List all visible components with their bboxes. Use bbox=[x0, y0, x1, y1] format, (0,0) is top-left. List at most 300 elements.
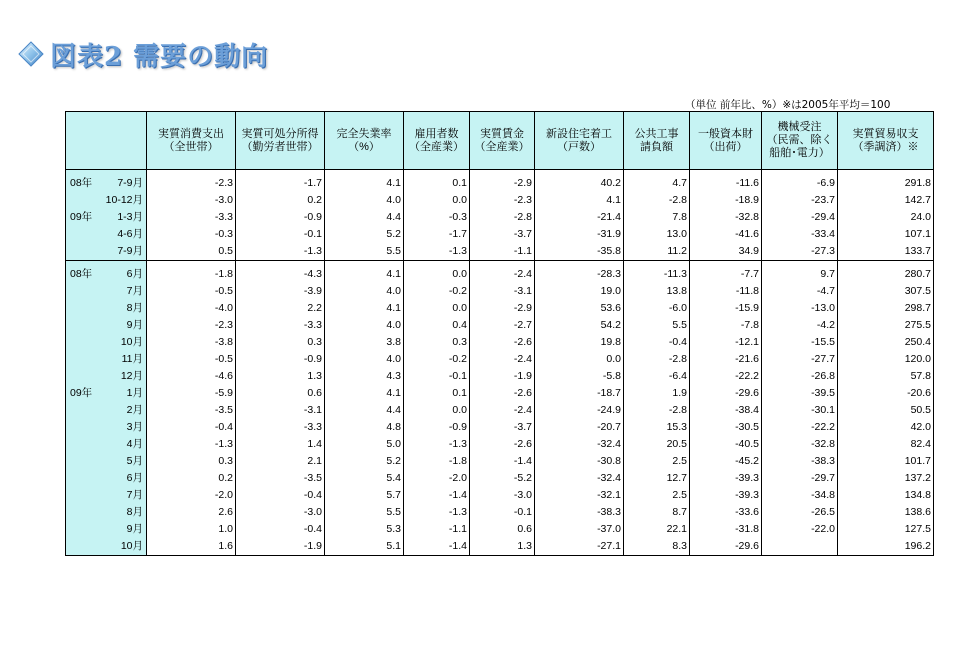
table-cell: 4.4 bbox=[325, 209, 404, 226]
row-year: 09年 bbox=[70, 211, 93, 223]
column-header: 完全失業率 （%） bbox=[325, 112, 404, 170]
table-cell: -5.8 bbox=[535, 368, 624, 385]
table-cell: -6.9 bbox=[762, 175, 838, 192]
diamond-icon bbox=[18, 41, 44, 67]
row-period: 6月 bbox=[126, 268, 143, 280]
table-cell: -2.3 bbox=[147, 317, 236, 334]
table-cell: -0.2 bbox=[404, 283, 470, 300]
table-cell: 120.0 bbox=[838, 351, 934, 368]
table-cell: 4.7 bbox=[624, 175, 690, 192]
table-cell: 4.1 bbox=[325, 175, 404, 192]
row-period: 1-3月 bbox=[117, 211, 143, 223]
table-cell: 5.4 bbox=[325, 470, 404, 487]
table-cell: 1.9 bbox=[624, 385, 690, 402]
row-label bbox=[66, 419, 147, 436]
table-cell: 2.5 bbox=[624, 453, 690, 470]
table-cell: -29.6 bbox=[690, 385, 762, 402]
month-row bbox=[66, 300, 934, 317]
row-label bbox=[66, 470, 147, 487]
table-cell: 2.6 bbox=[147, 504, 236, 521]
table-cell: -3.5 bbox=[236, 470, 325, 487]
table-cell: -3.7 bbox=[470, 226, 535, 243]
table-cell: -1.9 bbox=[236, 538, 325, 556]
table-cell: -26.8 bbox=[762, 368, 838, 385]
table-cell: 5.0 bbox=[325, 436, 404, 453]
table-cell: 3.8 bbox=[325, 334, 404, 351]
demand-table bbox=[65, 111, 934, 556]
row-period: 12月 bbox=[120, 370, 143, 382]
table-cell: 0.5 bbox=[147, 243, 236, 261]
table-cell: -3.1 bbox=[236, 402, 325, 419]
table-cell: -2.7 bbox=[470, 317, 535, 334]
row-period: 1月 bbox=[126, 387, 143, 399]
row-year: 08年 bbox=[70, 268, 93, 280]
table-cell: 4.1 bbox=[325, 385, 404, 402]
row-period: 10月 bbox=[120, 336, 143, 348]
table-cell: -34.8 bbox=[762, 487, 838, 504]
table-cell: 9.7 bbox=[762, 266, 838, 283]
month-row bbox=[66, 402, 934, 419]
row-year: 08年 bbox=[70, 177, 93, 189]
table-cell: 1.3 bbox=[236, 368, 325, 385]
row-label bbox=[66, 504, 147, 521]
table-cell: -2.4 bbox=[470, 402, 535, 419]
table-cell: 8.3 bbox=[624, 538, 690, 556]
table-cell bbox=[762, 538, 838, 556]
table-cell: 15.3 bbox=[624, 419, 690, 436]
month-row bbox=[66, 266, 934, 283]
month-row bbox=[66, 453, 934, 470]
table-cell: 8.7 bbox=[624, 504, 690, 521]
row-label bbox=[66, 487, 147, 504]
table-cell: -27.3 bbox=[762, 243, 838, 261]
row-label bbox=[66, 266, 147, 283]
table-cell: -18.7 bbox=[535, 385, 624, 402]
row-period: 3月 bbox=[126, 421, 143, 433]
table-cell: -0.9 bbox=[236, 351, 325, 368]
table-cell: -0.3 bbox=[147, 226, 236, 243]
table-cell: -3.0 bbox=[236, 504, 325, 521]
table-cell: 5.2 bbox=[325, 453, 404, 470]
table-cell: -0.1 bbox=[404, 368, 470, 385]
month-row bbox=[66, 504, 934, 521]
table-cell: 137.2 bbox=[838, 470, 934, 487]
table-cell: 34.9 bbox=[690, 243, 762, 261]
table-cell: 57.8 bbox=[838, 368, 934, 385]
table-cell: -0.9 bbox=[404, 419, 470, 436]
row-period: 7月 bbox=[126, 285, 143, 297]
table-cell: 54.2 bbox=[535, 317, 624, 334]
month-row bbox=[66, 283, 934, 300]
table-cell: 4.0 bbox=[325, 317, 404, 334]
month-row bbox=[66, 538, 934, 556]
row-year: 09年 bbox=[70, 387, 93, 399]
quarter-row bbox=[66, 175, 934, 192]
row-period: 10月 bbox=[120, 540, 143, 552]
table-cell: -3.0 bbox=[147, 192, 236, 209]
table-cell: -1.1 bbox=[470, 243, 535, 261]
table-cell: 4.0 bbox=[325, 283, 404, 300]
table-cell: -0.4 bbox=[236, 487, 325, 504]
table-cell: 127.5 bbox=[838, 521, 934, 538]
month-row bbox=[66, 487, 934, 504]
table-cell: 298.7 bbox=[838, 300, 934, 317]
column-header: 実質賃金 （全産業） bbox=[470, 112, 535, 170]
table-cell: -1.4 bbox=[404, 538, 470, 556]
row-label bbox=[66, 436, 147, 453]
header-corner bbox=[66, 112, 147, 170]
table-cell: -2.3 bbox=[470, 192, 535, 209]
row-period: 11月 bbox=[121, 353, 143, 365]
table-cell: -2.8 bbox=[624, 192, 690, 209]
table-cell: -38.3 bbox=[762, 453, 838, 470]
table-cell: 0.6 bbox=[470, 521, 535, 538]
month-row bbox=[66, 317, 934, 334]
table-cell: -6.4 bbox=[624, 368, 690, 385]
table-cell: -39.3 bbox=[690, 470, 762, 487]
table-cell: -3.7 bbox=[470, 419, 535, 436]
table-cell: -32.1 bbox=[535, 487, 624, 504]
table-cell: -22.0 bbox=[762, 521, 838, 538]
table-cell: -40.5 bbox=[690, 436, 762, 453]
month-row bbox=[66, 419, 934, 436]
table-cell: -1.8 bbox=[147, 266, 236, 283]
table-cell: -3.3 bbox=[236, 419, 325, 436]
row-label bbox=[66, 368, 147, 385]
table-cell: 142.7 bbox=[838, 192, 934, 209]
month-row bbox=[66, 351, 934, 368]
row-label bbox=[66, 402, 147, 419]
table-cell: -15.5 bbox=[762, 334, 838, 351]
table-cell: 1.4 bbox=[236, 436, 325, 453]
table-cell: 0.3 bbox=[147, 453, 236, 470]
table-cell: 196.2 bbox=[838, 538, 934, 556]
table-cell: -2.3 bbox=[147, 175, 236, 192]
column-header: 雇用者数 （全産業） bbox=[404, 112, 470, 170]
table-cell: 138.6 bbox=[838, 504, 934, 521]
table-cell: 2.5 bbox=[624, 487, 690, 504]
row-label bbox=[66, 175, 147, 192]
month-row bbox=[66, 521, 934, 538]
table-cell: 5.1 bbox=[325, 538, 404, 556]
table-cell: 107.1 bbox=[838, 226, 934, 243]
unit-note: （単位 前年比、%）※は2005年平均＝100 bbox=[685, 99, 891, 111]
table-cell: -0.4 bbox=[147, 419, 236, 436]
table-cell: 53.6 bbox=[535, 300, 624, 317]
table-cell: -4.7 bbox=[762, 283, 838, 300]
table-cell: 2.1 bbox=[236, 453, 325, 470]
table-cell: 4.8 bbox=[325, 419, 404, 436]
row-label bbox=[66, 334, 147, 351]
table-cell: -31.8 bbox=[690, 521, 762, 538]
row-period: 8月 bbox=[126, 506, 143, 518]
table-cell: -3.3 bbox=[147, 209, 236, 226]
quarter-row bbox=[66, 243, 934, 261]
table-cell: 0.2 bbox=[236, 192, 325, 209]
table-cell: -13.0 bbox=[762, 300, 838, 317]
table-cell: -11.6 bbox=[690, 175, 762, 192]
table-cell: 1.0 bbox=[147, 521, 236, 538]
table-cell: -1.8 bbox=[404, 453, 470, 470]
table-cell: 20.5 bbox=[624, 436, 690, 453]
row-label bbox=[66, 209, 147, 226]
table-cell: -24.9 bbox=[535, 402, 624, 419]
table-cell: -2.4 bbox=[470, 351, 535, 368]
table-cell: -30.1 bbox=[762, 402, 838, 419]
quarter-row bbox=[66, 209, 934, 226]
table-cell: -31.9 bbox=[535, 226, 624, 243]
table-cell: 5.3 bbox=[325, 521, 404, 538]
table-cell: 133.7 bbox=[838, 243, 934, 261]
table-cell: -23.7 bbox=[762, 192, 838, 209]
table-cell: 0.1 bbox=[404, 385, 470, 402]
row-period: 7月 bbox=[126, 489, 143, 501]
row-label bbox=[66, 243, 147, 261]
table-cell: 12.7 bbox=[624, 470, 690, 487]
row-label bbox=[66, 521, 147, 538]
quarter-row bbox=[66, 192, 934, 209]
table-cell: -7.8 bbox=[690, 317, 762, 334]
row-period: 2月 bbox=[126, 404, 143, 416]
row-period: 7-9月 bbox=[117, 245, 143, 257]
row-label bbox=[66, 453, 147, 470]
table-cell: 22.1 bbox=[624, 521, 690, 538]
row-period: 9月 bbox=[126, 319, 143, 331]
month-row bbox=[66, 436, 934, 453]
month-row bbox=[66, 334, 934, 351]
table-cell: 0.0 bbox=[404, 402, 470, 419]
table-cell: -18.9 bbox=[690, 192, 762, 209]
row-period: 4-6月 bbox=[117, 228, 143, 240]
month-row bbox=[66, 385, 934, 402]
row-period: 5月 bbox=[126, 455, 143, 467]
table-cell: -21.4 bbox=[535, 209, 624, 226]
table-cell: -27.7 bbox=[762, 351, 838, 368]
table-cell: -30.5 bbox=[690, 419, 762, 436]
row-period: 10-12月 bbox=[105, 194, 143, 206]
table-cell: -38.4 bbox=[690, 402, 762, 419]
table-cell: 4.1 bbox=[325, 300, 404, 317]
table-cell: -21.6 bbox=[690, 351, 762, 368]
table-cell: 1.3 bbox=[470, 538, 535, 556]
month-row bbox=[66, 368, 934, 385]
table-cell: 11.2 bbox=[624, 243, 690, 261]
quarter-row bbox=[66, 226, 934, 243]
table-cell: -39.3 bbox=[690, 487, 762, 504]
table-cell: 13.0 bbox=[624, 226, 690, 243]
row-period: 4月 bbox=[126, 438, 143, 450]
row-period: 7-9月 bbox=[117, 177, 143, 189]
table-cell: -30.8 bbox=[535, 453, 624, 470]
table-cell: 0.3 bbox=[404, 334, 470, 351]
table-cell: 101.7 bbox=[838, 453, 934, 470]
table-cell: 134.8 bbox=[838, 487, 934, 504]
table-cell: -2.0 bbox=[147, 487, 236, 504]
table-cell: 4.1 bbox=[535, 192, 624, 209]
row-label bbox=[66, 538, 147, 556]
table-cell: -1.3 bbox=[147, 436, 236, 453]
row-period: 8月 bbox=[126, 302, 143, 314]
table-cell: -0.4 bbox=[236, 521, 325, 538]
table-cell: -33.6 bbox=[690, 504, 762, 521]
table-cell: -3.5 bbox=[147, 402, 236, 419]
table-cell: -26.5 bbox=[762, 504, 838, 521]
table-cell: -2.8 bbox=[624, 402, 690, 419]
table-cell: -11.3 bbox=[624, 266, 690, 283]
page-title: 図表2 需要の動向 bbox=[50, 41, 269, 72]
table-cell: 0.2 bbox=[147, 470, 236, 487]
table-cell: -1.7 bbox=[404, 226, 470, 243]
table-cell: 4.4 bbox=[325, 402, 404, 419]
table-cell: -5.9 bbox=[147, 385, 236, 402]
table-cell: 5.5 bbox=[624, 317, 690, 334]
table-cell: -0.2 bbox=[404, 351, 470, 368]
table-cell: 5.7 bbox=[325, 487, 404, 504]
column-header: 機械受注 （民需、除く船舶･電力） bbox=[762, 112, 838, 170]
column-header: 実質貿易収支 （季調済）※ bbox=[838, 112, 934, 170]
table-cell: -1.3 bbox=[404, 436, 470, 453]
column-header: 新設住宅着工 （戸数） bbox=[535, 112, 624, 170]
table-cell: -27.1 bbox=[535, 538, 624, 556]
header-row bbox=[66, 112, 934, 170]
table-cell: 2.2 bbox=[236, 300, 325, 317]
table-cell: -32.4 bbox=[535, 436, 624, 453]
table-cell: -33.4 bbox=[762, 226, 838, 243]
table-cell: 0.0 bbox=[404, 266, 470, 283]
table-cell: -1.3 bbox=[404, 243, 470, 261]
table-cell: 7.8 bbox=[624, 209, 690, 226]
table-cell: -15.9 bbox=[690, 300, 762, 317]
table-cell: -38.3 bbox=[535, 504, 624, 521]
table-cell: -3.3 bbox=[236, 317, 325, 334]
table-cell: 0.1 bbox=[404, 175, 470, 192]
table-cell: -2.6 bbox=[470, 436, 535, 453]
table-cell: -35.8 bbox=[535, 243, 624, 261]
table-cell: -32.4 bbox=[535, 470, 624, 487]
table-cell: 82.4 bbox=[838, 436, 934, 453]
table-cell: -29.7 bbox=[762, 470, 838, 487]
table-cell: 0.3 bbox=[236, 334, 325, 351]
table-cell: -22.2 bbox=[762, 419, 838, 436]
table-cell: 307.5 bbox=[838, 283, 934, 300]
table-cell: -45.2 bbox=[690, 453, 762, 470]
table-cell: 5.5 bbox=[325, 504, 404, 521]
table-cell: -2.0 bbox=[404, 470, 470, 487]
table-cell: -32.8 bbox=[762, 436, 838, 453]
table-cell: -0.5 bbox=[147, 351, 236, 368]
table-cell: 275.5 bbox=[838, 317, 934, 334]
table-cell: -1.3 bbox=[404, 504, 470, 521]
table-body bbox=[66, 170, 934, 556]
table-cell: -0.4 bbox=[624, 334, 690, 351]
table-cell: -0.1 bbox=[236, 226, 325, 243]
table-cell: 4.0 bbox=[325, 192, 404, 209]
table-cell: -2.9 bbox=[470, 175, 535, 192]
table-cell: -29.4 bbox=[762, 209, 838, 226]
row-period: 6月 bbox=[126, 472, 143, 484]
table-cell: 40.2 bbox=[535, 175, 624, 192]
table-cell: -0.5 bbox=[147, 283, 236, 300]
table-cell: 0.4 bbox=[404, 317, 470, 334]
table-cell: -41.6 bbox=[690, 226, 762, 243]
table-cell: -1.4 bbox=[470, 453, 535, 470]
table-cell: -6.0 bbox=[624, 300, 690, 317]
table-cell: -1.4 bbox=[404, 487, 470, 504]
column-header: 一般資本財 （出荷） bbox=[690, 112, 762, 170]
table-cell: 4.1 bbox=[325, 266, 404, 283]
table-cell: -4.3 bbox=[236, 266, 325, 283]
table-cell: -20.6 bbox=[838, 385, 934, 402]
table-cell: 1.6 bbox=[147, 538, 236, 556]
table-cell: 5.5 bbox=[325, 243, 404, 261]
row-label bbox=[66, 385, 147, 402]
table-cell: -3.0 bbox=[470, 487, 535, 504]
table-cell: -22.2 bbox=[690, 368, 762, 385]
table-cell: -0.1 bbox=[470, 504, 535, 521]
row-label bbox=[66, 317, 147, 334]
table-cell: 19.8 bbox=[535, 334, 624, 351]
table-cell: -2.8 bbox=[470, 209, 535, 226]
table-cell: 0.0 bbox=[404, 192, 470, 209]
table-cell: -2.8 bbox=[624, 351, 690, 368]
table-cell: -1.9 bbox=[470, 368, 535, 385]
row-label bbox=[66, 300, 147, 317]
row-label bbox=[66, 283, 147, 300]
table-cell: -28.3 bbox=[535, 266, 624, 283]
column-header: 公共工事 請負額 bbox=[624, 112, 690, 170]
table-cell: -3.1 bbox=[470, 283, 535, 300]
row-label bbox=[66, 192, 147, 209]
table-cell: -5.2 bbox=[470, 470, 535, 487]
table-cell: 0.0 bbox=[404, 300, 470, 317]
table-cell: -1.3 bbox=[236, 243, 325, 261]
row-label bbox=[66, 226, 147, 243]
page-title-block bbox=[18, 34, 268, 74]
table-cell: 50.5 bbox=[838, 402, 934, 419]
table-cell: -4.2 bbox=[762, 317, 838, 334]
table-cell: -1.1 bbox=[404, 521, 470, 538]
table-cell: -37.0 bbox=[535, 521, 624, 538]
row-period: 9月 bbox=[126, 523, 143, 535]
table-cell: -2.4 bbox=[470, 266, 535, 283]
table-cell: -1.7 bbox=[236, 175, 325, 192]
column-header: 実質可処分所得 （勤労者世帯） bbox=[236, 112, 325, 170]
table-cell: 13.8 bbox=[624, 283, 690, 300]
table-cell: -2.9 bbox=[470, 300, 535, 317]
table-cell: -3.8 bbox=[147, 334, 236, 351]
table-cell: -12.1 bbox=[690, 334, 762, 351]
table-cell: -20.7 bbox=[535, 419, 624, 436]
table-cell: -39.5 bbox=[762, 385, 838, 402]
column-header: 実質消費支出 （全世帯） bbox=[147, 112, 236, 170]
table-cell: 4.3 bbox=[325, 368, 404, 385]
table-cell: 42.0 bbox=[838, 419, 934, 436]
table-cell: 280.7 bbox=[838, 266, 934, 283]
table-cell: -2.6 bbox=[470, 334, 535, 351]
row-label bbox=[66, 351, 147, 368]
table-cell: -3.9 bbox=[236, 283, 325, 300]
table-cell: -32.8 bbox=[690, 209, 762, 226]
table-cell: -0.9 bbox=[236, 209, 325, 226]
table-cell: -2.6 bbox=[470, 385, 535, 402]
table-cell: -0.3 bbox=[404, 209, 470, 226]
table-cell: 19.0 bbox=[535, 283, 624, 300]
table-cell: 5.2 bbox=[325, 226, 404, 243]
table-cell: -11.8 bbox=[690, 283, 762, 300]
table-cell: 0.0 bbox=[535, 351, 624, 368]
table-cell: 4.0 bbox=[325, 351, 404, 368]
month-row bbox=[66, 470, 934, 487]
